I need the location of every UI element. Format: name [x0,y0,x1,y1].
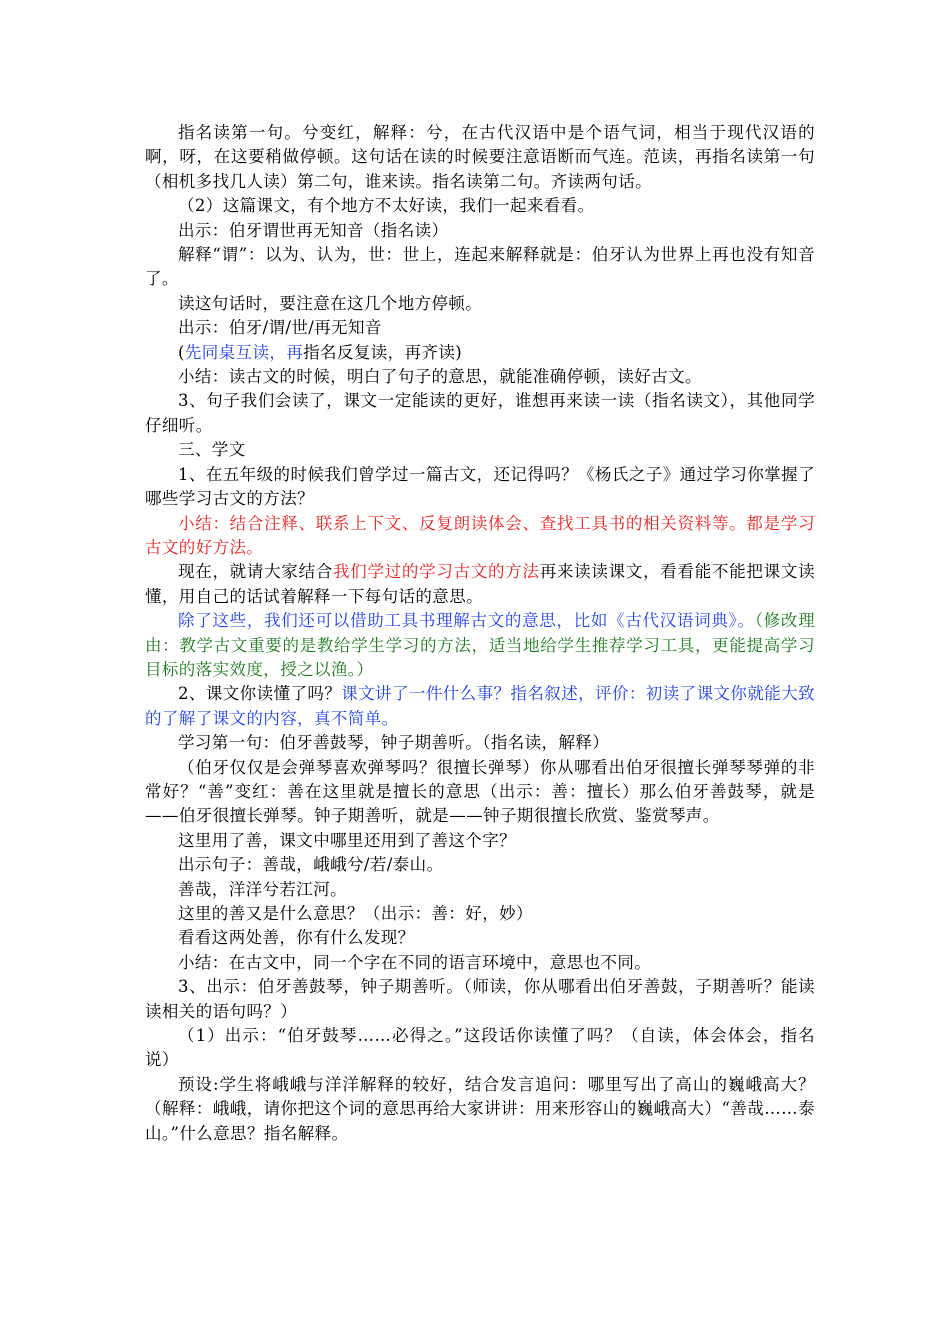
paragraph-p22 [145,926,815,950]
text-segment: 2、课文你读懂了吗？ [178,684,342,704]
paragraph-p25 [145,1024,815,1073]
paragraph-p23 [145,951,815,975]
text-segment: 3、出示：伯牙善鼓琴，钟子期善听。（师读，你从哪看出伯牙善鼓，子期善听？能读读相关的语句吗？） [145,977,815,1021]
text-segment: 看看这两处善，你有什么发现？ [178,928,415,948]
text-segment: （2）这篇课文，有个地方不太好读，我们一起来看看。 [178,196,595,216]
text-segment: 小结：结合注释、联系上下文、反复朗读体会、查找工具书的相关资料等。都是学习古文的好方法。 [145,513,815,557]
text-segment: 三、学文 [178,440,246,460]
paragraph-p24 [145,975,815,1024]
text-segment: 解释“谓”：以为、认为，世：世上，连起来解释就是：伯牙认为世界上再也没有知音了。 [145,245,815,289]
paragraph-p21 [145,902,815,926]
text-segment: 3、句子我们会读了，课文一定能读的更好，谁想再来读一读（指名读文），其他同学仔细听。 [145,391,815,435]
text-segment: 先同桌互读，再 [184,342,304,362]
paragraph-p15 [145,682,815,731]
text-segment: ( [178,342,185,362]
text-segment: 指名反复读，再齐读) [303,342,463,362]
text-segment: 我们学过的学习古文的方法 [333,562,540,582]
text-segment: （1）出示：“伯牙鼓琴……必得之。”这段话你读懂了吗？（自读，体会体会，指名说） [145,1026,815,1070]
paragraph-p1 [145,121,815,194]
paragraph-p8 [145,365,815,389]
paragraph-p11 [145,463,815,512]
text-segment: 1、在五年级的时候我们曾学过一篇古文，还记得吗？《杨氏之子》通过学习你掌握了哪些学习古文的方法？ [145,464,815,509]
text-segment: 课文讲了一件什么事？指名叙述，评价：初读了课文你就能大致的了解了课文的内容，真不简单。 [145,684,816,728]
text-segment: 出示句子：善哉，峨峨兮/若/泰山。 [178,855,444,875]
paragraph-p17 [145,756,815,829]
paragraph-p2 [145,194,815,218]
text-segment: 小结：在古文中，同一个字在不同的语言环境中，意思也不同。 [178,952,652,972]
text-segment: 学习第一句：伯牙善鼓琴，钟子期善听。（指名读，解释） [178,733,610,753]
text-segment: 读这句话时，要注意在这几个地方停顿。 [178,293,483,313]
paragraph-p4 [145,243,815,292]
paragraph-p18 [145,829,815,853]
text-segment: （修改理由：教学古文重要的是教给学生学习的方法，适当地给学生推荐学习工具，更能提高学习目标的落实效度，授之以渔。） [145,611,815,679]
text-segment: 出示：伯牙/谓/世/再无知音 [178,318,382,338]
paragraph-p14 [145,609,815,682]
paragraph-p19 [145,853,815,877]
paragraph-p12 [145,512,815,561]
paragraph-p20 [145,878,815,902]
text-segment: 现在，就请大家结合 [178,562,334,582]
paragraph-p6 [145,316,815,340]
text-segment: 善哉，洋洋兮若江河。 [178,879,347,899]
paragraph-p16 [145,731,815,755]
text-segment: 这里用了善，课文中哪里还用到了善这个字？ [178,830,516,850]
text-segment: （伯牙仅仅是会弹琴喜欢弹琴吗？很擅长弹琴）你从哪看出伯牙很擅长弹琴琴弹的非常好？“善”变红：善在这里就是擅长的意思（出示：善：擅长）那么伯牙善鼓琴，就是——伯牙很擅长弹琴。钟子期善听，就是——钟子期很擅长欣赏、鉴赏琴声。 [145,757,815,826]
text-segment: 小结：读古文的时候，明白了句子的意思，就能准确停顿，读好古文。 [178,367,702,387]
document-page [145,121,815,1146]
text-segment: 除了这些，我们还可以借助工具书理解古文的意思，比如《古代汉语词典》。 [178,611,755,631]
text-segment: 这里的善又是什么意思？（出示：善：好，妙） [178,904,533,923]
paragraph-p5 [145,292,815,316]
paragraph-p3 [145,219,815,243]
paragraph-p13 [145,560,815,609]
text-segment: 再来读读课文，看看能不能把课文读懂，用自己的话试着解释一下每句话的意思。 [145,562,815,606]
paragraph-p26 [145,1073,815,1146]
paragraph-p10 [145,438,815,462]
text-segment: 出示：伯牙谓世再无知音（指名读） [178,220,449,240]
text-segment: 指名读第一句。兮变红，解释：兮，在古代汉语中是个语气词，相当于现代汉语的啊，呀，在这要稍做停顿。这句话在读的时候要注意语断而气连。范读，再指名读第一句（相机多找几人读）第二句，谁来读。指名读第二句。齐读两句话。 [145,123,815,191]
paragraph-p7 [145,341,815,365]
paragraph-p9 [145,389,815,438]
text-segment: 预设:学生将峨峨与洋洋解释的较好，结合发言追问：哪里写出了高山的巍峨高大？（解释：峨峨，请你把这个词的意思再给大家讲讲：用来形容山的巍峨高大）“善哉……泰山。”什么意思？指名解释。 [145,1074,815,1143]
